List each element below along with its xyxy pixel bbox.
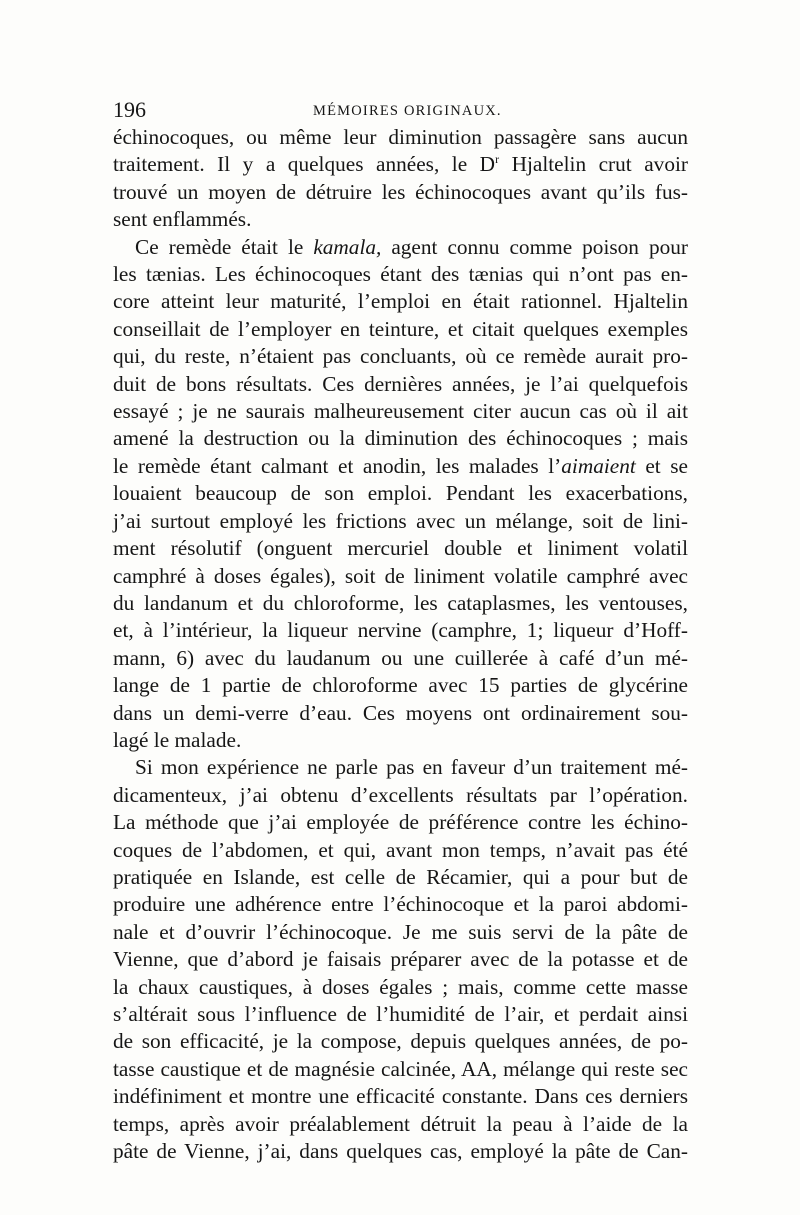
text-line (113, 261, 688, 288)
text-line (113, 754, 688, 781)
line-text: mann, 6) avec du laudanum ou une cuillerée à café d’un mé- (113, 645, 688, 670)
line-text: et, à l’intérieur, la liqueur nervine (camphre, 1; liqueur d’Hoff- (113, 618, 688, 643)
text-line (113, 891, 688, 918)
line-text: agent connu comme poison pour (381, 234, 688, 259)
line-text: dans un demi-verre d’eau. Ces moyens ont ordinairement sou- (113, 700, 688, 725)
line-text: produire une adhérence entre l’échinocoque et la paroi abdomi- (113, 892, 688, 917)
text-line (113, 1111, 688, 1138)
line-text: dicamenteux, j’ai obtenu d’excellents résultats par l’opération. (113, 782, 688, 807)
text-line (113, 1083, 688, 1110)
text-line (113, 837, 688, 864)
text-line (113, 700, 688, 727)
text-line (113, 590, 688, 617)
line-text: traitement. Il y a quelques années, le D (113, 152, 496, 177)
line-text: la chaux caustiques, à doses égales ; mais, comme cette masse (113, 974, 688, 999)
line-text: Si mon expérience ne parle pas en faveur d’un traitement mé- (135, 755, 688, 780)
italic-text: kamala, (313, 234, 382, 259)
text-line (113, 946, 688, 973)
text-line (113, 563, 688, 590)
text-line (113, 288, 688, 315)
line-text: louaient beaucoup de son emploi. Pendant les exacerbations, (113, 481, 688, 506)
text-line (113, 453, 688, 480)
text-line (113, 206, 688, 233)
line-text: ment résolutif (onguent mercuriel double et liniment volatil (113, 536, 688, 561)
line-text: indéfiniment et montre une efficacité constante. Dans ces derniers (113, 1084, 688, 1109)
line-text: pâte de Vienne, j’ai, dans quelques cas, employé la pâte de Can- (113, 1139, 688, 1164)
running-title: MÉMOIRES ORIGINAUX. (313, 103, 502, 119)
text-line (113, 809, 688, 836)
line-text: les tænias. Les échinocoques étant des tænias qui n’ont pas en- (113, 262, 688, 287)
text-line (113, 508, 688, 535)
line-text: sent enflammés. (113, 207, 252, 232)
line-text: s’altérait sous l’influence de l’humidité de l’air, et perdait ainsi (113, 1002, 688, 1026)
line-text: le remède étant calmant et anodin, les malades l’ (113, 453, 562, 478)
text-line (113, 1138, 688, 1165)
line-text: échinocoques, ou même leur diminution passagère sans aucun (113, 125, 688, 149)
text-line (113, 371, 688, 398)
line-text: essayé ; je ne saurais malheureusement citer aucun cas où il ait (113, 399, 688, 424)
text-line (113, 343, 688, 370)
text-line (113, 919, 688, 946)
line-text: amené la destruction ou la diminution des échinocoques ; mais (113, 426, 688, 451)
text-line (113, 864, 688, 891)
text-line (113, 535, 688, 562)
text-line (113, 617, 688, 644)
text-line (113, 151, 688, 178)
line-text: Hjaltelin crut avoir (499, 152, 688, 177)
line-text: de son efficacité, je la compose, depuis quelques années, de po- (113, 1029, 688, 1054)
italic-text: aimaient (561, 453, 636, 478)
text-line (113, 480, 688, 507)
line-text: duit de bons résultats. Ces dernières années, je l’ai quelquefois (113, 371, 688, 396)
superscript: r (495, 152, 500, 167)
text-line (113, 1028, 688, 1055)
line-text: pratiquée en Islande, est celle de Récamier, qui a pour but de (113, 864, 688, 889)
line-text: core atteint leur maturité, l’emploi en était rationnel. Hjaltelin (113, 289, 688, 314)
line-text: coques de l’abdomen, et qui, avant mon temps, n’avait pas été (113, 837, 688, 862)
text-line (113, 234, 688, 261)
line-text: tasse caustique et de magnésie calcinée, AA, mélange qui reste sec (113, 1056, 688, 1081)
text-line (113, 727, 688, 754)
line-text: nale et d’ouvrir l’échinocoque. Je me suis servi de la pâte de (113, 919, 688, 944)
line-text: temps, après avoir préalablement détruit la peau à l’aide de la (113, 1111, 688, 1136)
text-line (113, 316, 688, 343)
line-text: lagé le malade. (113, 727, 242, 752)
page-number: 196 (113, 97, 146, 122)
text-line (113, 425, 688, 452)
page-header (113, 96, 688, 124)
text-line (113, 974, 688, 1001)
line-text: Vienne, que d’abord je faisais préparer avec de la potasse et de (113, 947, 688, 972)
line-text: et se (635, 453, 688, 478)
line-text: qui, du reste, n’étaient pas concluants, où ce remède aurait pro- (113, 344, 688, 369)
text-line (113, 782, 688, 809)
line-text: Ce remède était le (135, 234, 314, 259)
text-line (113, 645, 688, 672)
line-text: du landanum et du chloroforme, les cataplasmes, les ventouses, (113, 590, 688, 615)
line-text: lange de 1 partie de chloroforme avec 15 parties de glycérine (113, 673, 688, 698)
line-text: j’ai surtout employé les frictions avec un mélange, soit de lini- (113, 508, 688, 533)
line-text: conseillait de l’employer en teinture, et citait quelques exemples (113, 316, 688, 341)
text-line (113, 672, 688, 699)
line-text: camphré à doses égales), soit de liniment volatile camphré avec (113, 563, 688, 588)
text-line (113, 1056, 688, 1083)
body-text (113, 124, 688, 1165)
text-line (113, 124, 688, 151)
text-line (113, 1001, 688, 1028)
line-text: La méthode que j’ai employée de préférence contre les échino- (113, 810, 688, 835)
text-line (113, 398, 688, 425)
text-line (113, 179, 688, 206)
line-text: trouvé un moyen de détruire les échinocoques avant qu’ils fus- (113, 179, 688, 204)
